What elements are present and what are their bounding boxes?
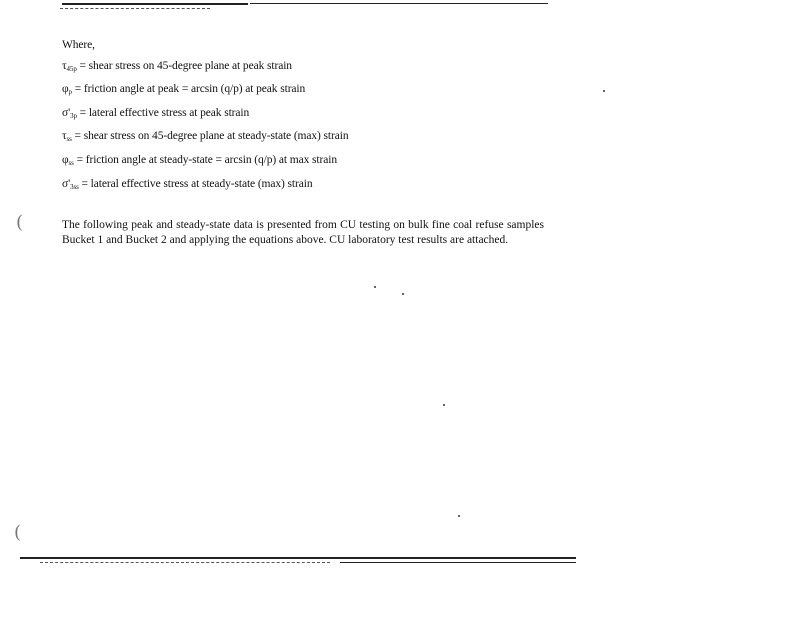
where-label: Where, <box>62 39 95 51</box>
top-rule-left <box>62 3 248 5</box>
definition-sigma-steady <box>62 174 582 198</box>
scan-speck <box>402 293 404 295</box>
symbol: $\varphi_{ss}$ <box>62 153 74 167</box>
symbol: $\tau_{45p}$ <box>62 59 77 73</box>
definition-phi-peak <box>62 79 582 103</box>
bottom-rule-left <box>20 557 576 559</box>
symbol: $\varphi_p$ <box>62 83 72 97</box>
definition-phi-steady <box>62 150 582 174</box>
symbol: $\sigma'_{3p}$ <box>62 106 77 120</box>
definition-tau-peak <box>62 56 582 80</box>
symbol: $\tau_{ss}$ <box>62 130 72 144</box>
definition-text: = lateral effective stress at steady-state (max) strain <box>78 177 313 190</box>
top-rule-right <box>250 3 548 4</box>
definition-tau-steady <box>62 126 582 150</box>
definition-sigma-peak <box>62 103 582 127</box>
hole-punch-mark-bottom: ( <box>14 522 22 543</box>
bottom-rule-dashed <box>40 562 330 563</box>
definition-text: = shear stress on 45-degree plane at peak strain <box>76 59 292 72</box>
definitions-block <box>62 35 582 197</box>
scan-speck <box>443 404 445 406</box>
definition-text: = friction angle at steady-state = arcsin (q/p) at max strain <box>73 153 337 166</box>
hole-punch-mark-top: ( <box>16 212 24 233</box>
bottom-rule-right <box>340 562 576 563</box>
definition-text: = shear stress on 45-degree plane at steady-state (max) strain <box>71 130 349 143</box>
symbol: $\sigma'_{3ss}$ <box>62 177 79 191</box>
body-paragraph: The following peak and steady-state data is presented from CU testing on bulk fine coal refuse samples Bucket 1 and Bucket 2 and applying the equations above. CU laboratory test results are attached. <box>62 219 544 246</box>
scan-speck <box>374 286 376 288</box>
definition-text: = lateral effective stress at peak strain <box>76 106 250 119</box>
scan-speck <box>603 90 605 92</box>
top-rule-dashed <box>60 8 210 9</box>
scan-speck <box>458 515 460 517</box>
definition-text: = friction angle at peak = arcsin (q/p) at peak strain <box>71 83 306 96</box>
